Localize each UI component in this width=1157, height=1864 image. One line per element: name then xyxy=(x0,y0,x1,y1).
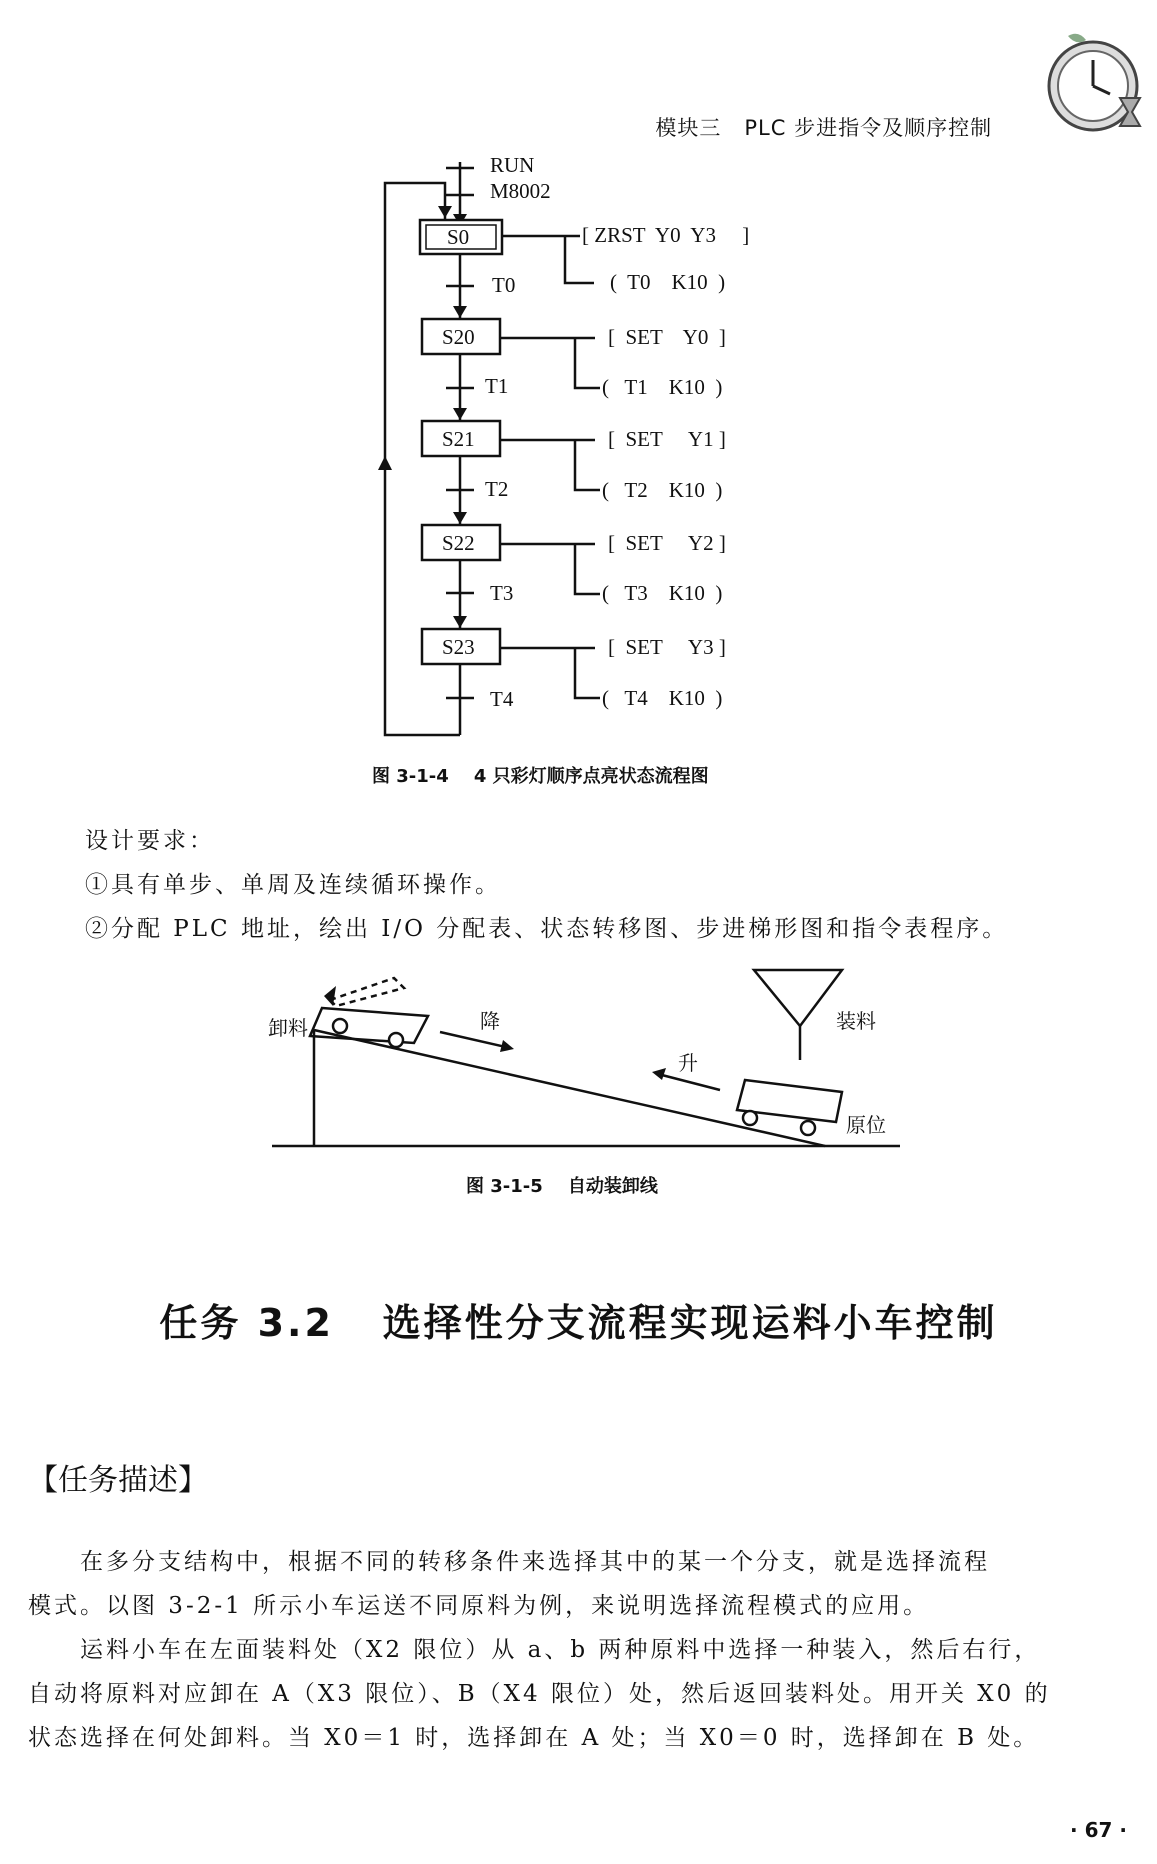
action-instr-3: [ SET Y2 ] xyxy=(608,531,726,555)
action-timer-3: ( T3 K10 ) xyxy=(602,581,723,605)
page-number: · 67 · xyxy=(1070,1818,1127,1842)
paragraph-1-line-1: 在多分支结构中，根据不同的转移条件来选择其中的某一个分支，就是选择流程 xyxy=(28,1549,990,1575)
header-title: PLC 步进指令及顺序控制 xyxy=(744,116,993,140)
step-label-s0: S0 xyxy=(447,225,470,249)
action-instr-0: [ ZRST Y0 Y3 ] xyxy=(582,223,750,247)
transition-t3: T3 xyxy=(490,581,514,605)
action-timer-2: ( T2 K10 ) xyxy=(602,478,723,502)
header-module: 模块三 xyxy=(655,116,722,140)
action-instr-1: [ SET Y0 ] xyxy=(608,325,726,349)
section-title: 【任务描述】 xyxy=(28,1463,208,1498)
label-load: 装料 xyxy=(836,1009,876,1033)
paragraph-2-line-3: 状态选择在何处卸料。当 X0＝1 时，选择卸在 A 处；当 X0＝0 时，选择卸在 B 处。 xyxy=(28,1725,1040,1751)
label-unload: 卸料 xyxy=(268,1016,308,1040)
label-up: 升 xyxy=(678,1051,698,1075)
paragraph-1-line-2: 模式。以图 3-2-1 所示小车运送不同原料为例，来说明选择流程模式的应用。 xyxy=(28,1593,930,1619)
transition-t4: T4 xyxy=(490,687,514,711)
label-origin: 原位 xyxy=(846,1113,886,1137)
paragraph-2-line-1: 运料小车在左面装料处（X2 限位）从 a、b 两种原料中选择一种装入，然后右行， xyxy=(28,1637,1041,1663)
action-instr-2: [ SET Y1 ] xyxy=(608,427,726,451)
transition-t1: T1 xyxy=(485,374,509,398)
run-label: RUN xyxy=(490,153,535,177)
requirements-title: 设计要求： xyxy=(85,828,215,854)
action-timer-4: ( T4 K10 ) xyxy=(602,686,723,710)
loading-line-diagram xyxy=(0,960,1157,1210)
paragraph-1 xyxy=(28,1540,1128,1628)
step-label-s20: S20 xyxy=(442,325,475,349)
transition-t2: T2 xyxy=(485,477,509,501)
action-timer-1: ( T1 K10 ) xyxy=(602,375,723,399)
action-timer-0: ( T0 K10 ) xyxy=(610,270,726,294)
step-label-s21: S21 xyxy=(442,427,475,451)
step-label-s23: S23 xyxy=(442,635,475,659)
m8002-label: M8002 xyxy=(490,179,551,203)
action-instr-4: [ SET Y3 ] xyxy=(608,635,726,659)
transition-t0: T0 xyxy=(492,273,516,297)
figure2-caption: 图 3-1-5 自动装卸线 xyxy=(466,1176,658,1197)
step-label-s22: S22 xyxy=(442,531,475,555)
label-down: 降 xyxy=(480,1009,500,1033)
requirement-item-1: ①具有单步、单周及连续循环操作。 xyxy=(85,872,501,898)
requirement-item-2: ②分配 PLC 地址，绘出 I/O 分配表、状态转移图、步进梯形图和指令表程序。 xyxy=(85,916,1009,942)
sfc-diagram xyxy=(0,0,1157,800)
paragraph-2-line-2: 自动将原料对应卸在 A（X3 限位）、B（X4 限位）处，然后返回装料处。用开关 X0 的 xyxy=(28,1681,1051,1707)
figure1-caption: 图 3-1-4 4 只彩灯顺序点亮状态流程图 xyxy=(372,766,709,787)
task-title: 任务 3.2 选择性分支流程实现运料小车控制 xyxy=(159,1301,998,1345)
paragraph-2 xyxy=(28,1628,1128,1760)
